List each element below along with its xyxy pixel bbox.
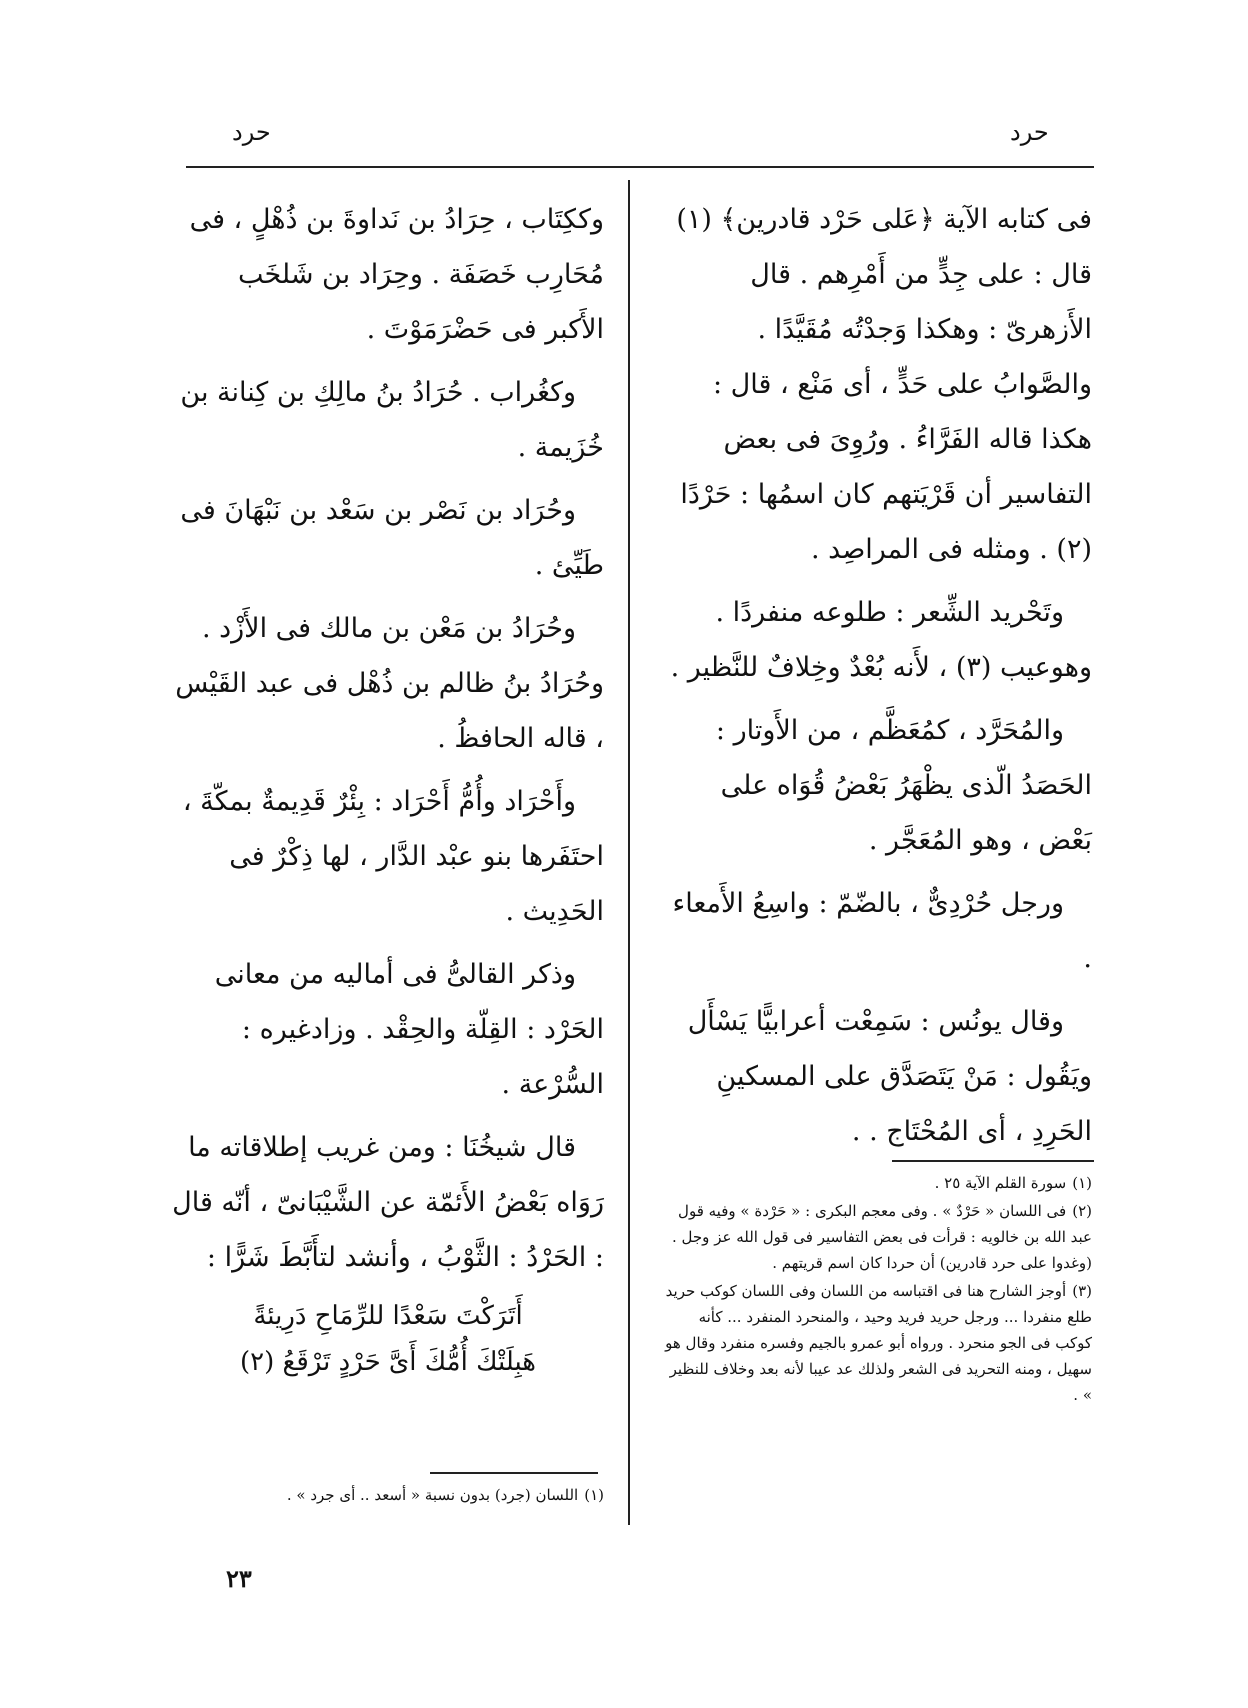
- footnote-rule-right: [892, 1160, 1094, 1162]
- running-header-left: حرد: [232, 118, 271, 146]
- paragraph: فى كتابه الآية ﴿عَلى حَرْد قادرين﴾ (١) قال : على جِدٍّ من أَمْرِهم . قال الأَزهرىّ : وهكذا وَجدْتُه مُقَيَّدًا . والصَّوابُ على حَدٍّ ، أى مَنْع ، قال : هكذا قاله الفَرَّاءُ . ورُوِىَ فى بعض التفاسير أن قَرْيَتهم كان اسمُها : حَرْدًا (٢) . ومثله فى المراصِد .: [676, 204, 1092, 565]
- page-number: ٢٣: [226, 1564, 252, 1593]
- verse-line: أَتَرَكْتَ سَعْدًا للرِّمَاحِ دَرِيئةً: [253, 1301, 523, 1331]
- running-header-right: حرد: [1010, 118, 1049, 146]
- footnote-rule-left: [430, 1472, 598, 1474]
- paragraph: وككِتَاب ، حِرَادُ بن نَداوةَ بن ذُهْلٍ ، فى مُحَارِب خَصَفَة . وحِرَاد بن شَلخَب الأَكبر فى حَضْرَمَوْتَ .: [189, 204, 604, 345]
- paragraph: وحُرَاد بن نَصْر بن سَعْد بن نَبْهَانَ فى طَيِّئ .: [180, 495, 604, 581]
- paragraph: وتَحْريد الشِّعر : طلوعه منفردًا . وهوعيب (٣) ، لأَنه بُعْدٌ وخِلافٌ للنَّظير .: [670, 597, 1092, 683]
- paragraph: وحُرَادُ بن مَعْن بن مالك فى الأَزْد . وحُرَادُ بنُ ظالم بن ذُهْل فى عبد القَيْس ، قاله الحافظُ .: [175, 613, 604, 754]
- footnotes-left: [172, 1482, 604, 1510]
- verse-line: هَبِلَتْكَ أُمُّكَ أَىَّ حَرْدٍ تَرْقَعُ (٢): [240, 1347, 536, 1377]
- left-column: [172, 192, 604, 1385]
- footnote: (٢)فى اللسان « حَرْدٌ » . وفى معجم البكرى : « حَرْدة » وفيه قول عبد الله بن خالويه : قرأت فى بعض التفاسير فى قول الله عز وجل . (وغدوا على حرد قادرين) أن حردا كان اسم قريتهم .: [672, 1202, 1092, 1272]
- footnote: (١)اللسان (جرد) بدون نسبة « أسعد .. أى جرد » .: [286, 1486, 604, 1504]
- header-rule: [186, 166, 1094, 168]
- paragraph: قال شيخُنَا : ومن غريب إطلاقاته ما رَوَاه بَعْضُ الأَئمّة عن الشَّيْبَانىّ ، أنّه قال : الحَرْدُ : الثَّوْبُ ، وأنشد لتأَبَّطَ شَرًّا :: [172, 1132, 604, 1273]
- paragraph: وذكر القالىُّ فى أماليه من معانى الحَرْد : القِلّة والحِقْد . وزادغيره : السُّرْعة .: [214, 959, 604, 1100]
- paragraph: وأَحْرَاد وأُمُّ أَحْرَاد : بِئْرٌ قَدِيمةٌ بمكّةَ ، احتَفَرها بنو عبْد الدَّار ، لها ذِكْرٌ فى الحَدِيث .: [182, 786, 604, 927]
- footnote: (٣)أوجز الشارح هنا فى اقتباسه من اللسان وفى اللسان كوكب حريد طلع منفردا ... ورجل حريد فريد وحيد ، والمنحرد المنفرد ... كأنه كوكب فى الجو منحرد . ورواه أبو عمرو بالجيم وفسره منفرد وقال هو سهيل ، ومنه التحريد فى الشعر ولذلك عد عيبا لأنه بعد وخلاف للنظير » .: [665, 1282, 1092, 1404]
- right-column: [660, 192, 1092, 1167]
- paragraph: وقال يونُس : سَمِعْت أعرابيًّا يَسْأَل ويَقُول : مَنْ يَتَصَدَّق على المسكينِ الحَرِدِ ، أى المُحْتَاج . .: [687, 1006, 1092, 1147]
- paragraph: وكغُراب . حُرَادُ بنُ مالِكِ بن كِنانة بن خُزَيمة .: [180, 377, 604, 463]
- column-divider: [628, 180, 630, 1525]
- footnote: (١)سورة القلم الآية ٢٥ .: [934, 1174, 1092, 1192]
- footnotes-right: [660, 1170, 1092, 1410]
- paragraph: ورجل حُرْدِىٌّ ، بالضّمّ : واسِعُ الأَمعاء .: [672, 888, 1092, 974]
- paragraph: والمُحَرَّد ، كمُعَظَّم ، من الأَوتار : الحَصَدُ الّذى يظْهَرُ بَعْضُ قُوَاه على بَعْض ، وهو المُعَجَّر .: [715, 715, 1092, 856]
